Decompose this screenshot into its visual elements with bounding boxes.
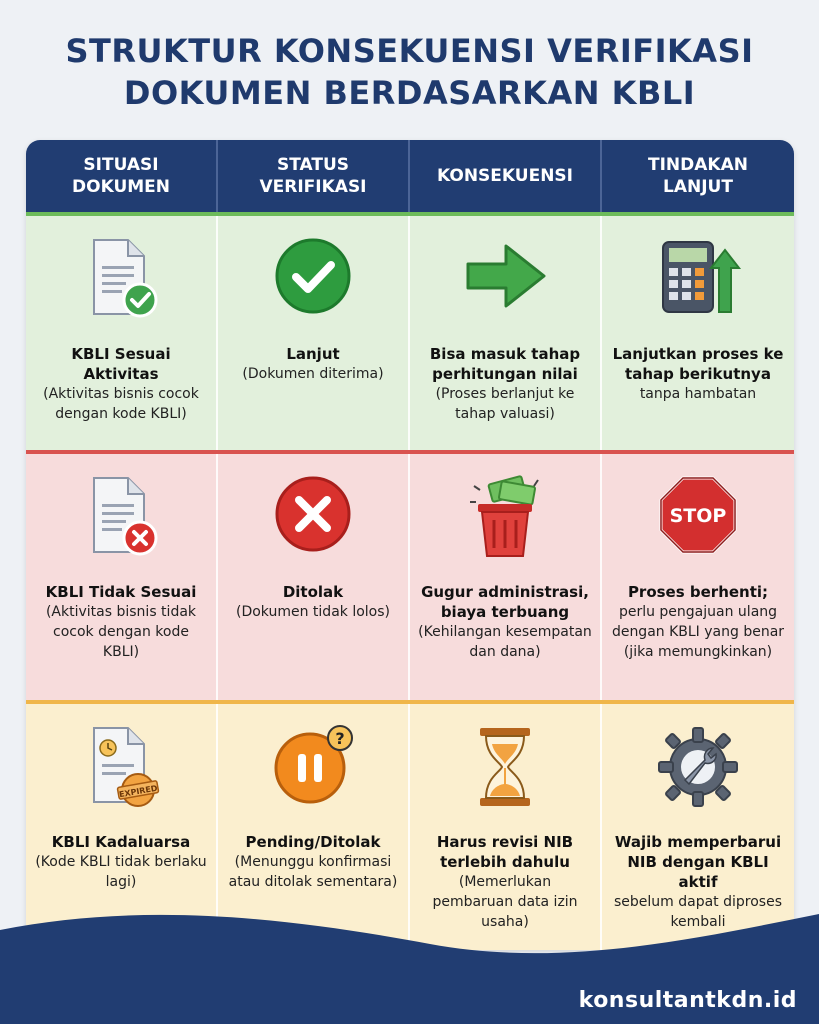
status-sub: (Dokumen tidak lolos) [236,604,390,620]
document-check-icon [76,234,166,324]
cell-situation [26,216,218,450]
arrow-right-icon [460,234,550,324]
status-sub: (Dokumen diterima) [242,366,384,382]
x-circle-icon [268,472,358,562]
gear-wrench-icon [653,722,743,812]
cell-action [602,454,794,700]
action-sub: perlu pengajuan ulang dengan KBLI yang benar (jika memungkinkan) [611,604,785,660]
page-title [0,30,819,114]
hourglass-icon [460,722,550,812]
title-line-2: DOKUMEN BERDASARKAN KBLI [123,74,696,112]
calculator-up-icon [653,234,743,324]
action-sub: tanpa hambatan [639,386,757,402]
situation-main: KBLI Kadaluarsa [51,833,191,851]
question-label: ? [335,729,345,748]
situation-sub: (Aktivitas bisnis tidak cocok dengan kode KBLI) [45,604,197,660]
stop-sign-icon [653,472,743,562]
checkmark-circle-icon [268,234,358,324]
action-main: Wajib memperbarui NIB dengan KBLI aktif [614,833,782,891]
status-main: Ditolak [282,583,344,601]
cell-consequence [410,454,602,700]
situation-main: KBLI Tidak Sesuai [45,583,197,601]
cell-action [602,216,794,450]
action-sub: sebelum dapat diproses kembali [613,894,782,930]
header-konsekuensi: KONSEKUENSI [410,140,602,212]
situation-sub: (Aktivitas bisnis cocok dengan kode KBLI) [43,386,199,422]
cell-situation [26,454,218,700]
cell-status [218,216,410,450]
consequence-sub: (Memerlukan pembaruan data izin usaha) [432,874,578,930]
stop-label: STOP [669,505,727,527]
money-trash-icon [460,472,550,562]
expired-stamp-label: EXPIRED [118,783,159,800]
situation-main: KBLI Sesuai Aktivitas [71,345,171,383]
action-main: Proses berhenti; [627,583,769,601]
consequence-sub: (Kehilangan kesempatan dan dana) [418,624,592,660]
consequence-main: Gugur administrasi, biaya terbuang [421,583,589,621]
header-status: STATUS VERIFIKASI [218,140,410,212]
consequence-main: Bisa masuk tahap perhitungan nilai [429,345,581,383]
table-row [26,212,794,450]
brand-footer: konsultantkdn.id [578,988,797,1013]
pause-question-icon [268,722,358,812]
table-header [26,140,794,212]
document-x-icon [76,472,166,562]
status-main: Pending/Ditolak [245,833,381,851]
cell-status [218,454,410,700]
table-row [26,450,794,700]
status-main: Lanjut [286,345,340,363]
document-expired-icon [76,722,166,812]
status-sub: (Menunggu konfirmasi atau ditolak sementara) [228,854,398,890]
action-main: Lanjutkan proses ke tahap berikutnya [612,345,784,383]
consequence-table [26,140,794,950]
header-situasi: SITUASI DOKUMEN [26,140,218,212]
header-tindakan: TINDAKAN LANJUT [648,155,748,197]
cell-consequence [410,216,602,450]
consequence-main: Harus revisi NIB terlebih dahulu [436,833,574,871]
title-line-1: STRUKTUR KONSEKUENSI VERIFIKASI [65,32,754,70]
consequence-sub: (Proses berlanjut ke tahap valuasi) [435,386,575,422]
situation-sub: (Kode KBLI tidak berlaku lagi) [35,854,207,890]
